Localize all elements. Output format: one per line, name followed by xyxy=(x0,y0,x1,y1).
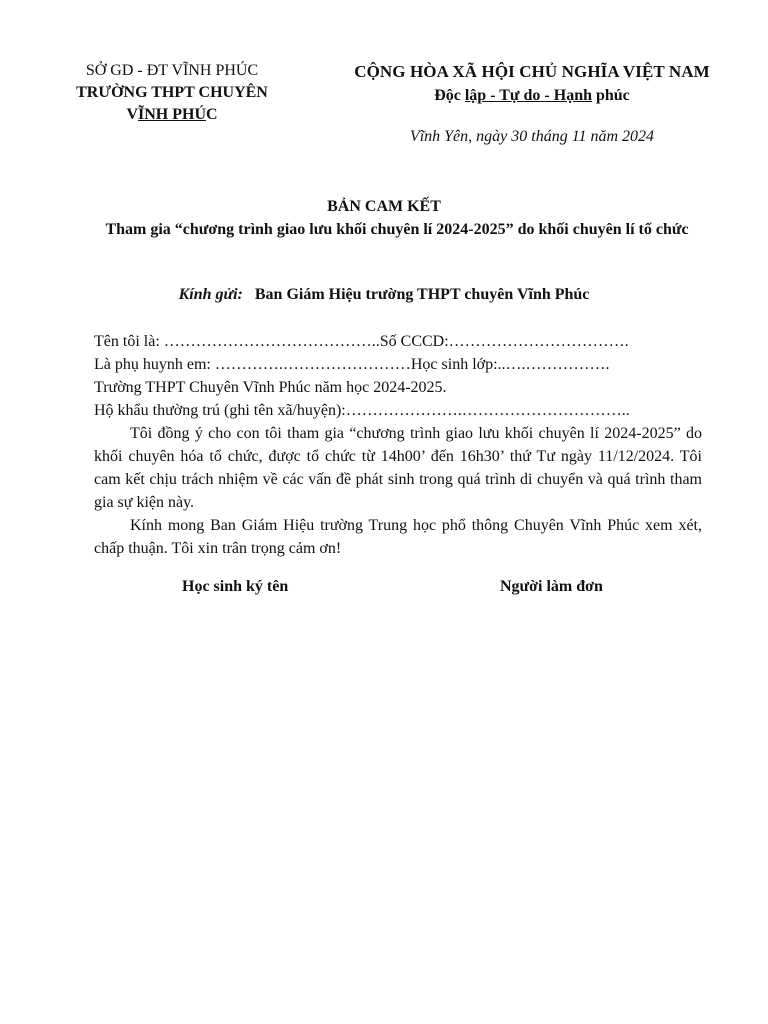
issuer-header xyxy=(52,60,292,126)
document-title: BẢN CAM KẾT xyxy=(327,198,441,215)
motto-prefix: Độc xyxy=(434,87,465,104)
closing-paragraph: Kính mong Ban Giám Hiệu trường Trung học phổ thông Chuyên Vĩnh Phúc xem xét, chấp thuận. Tôi xin trân trọng cảm ơn! xyxy=(94,517,702,557)
document-subtitle: Tham gia “chương trình giao lưu khối chuyên lí 2024-2025” do khối chuyên lí tổ chức xyxy=(105,221,689,238)
form-line-school: Trường THPT Chuyên Vĩnh Phúc năm học 2024-2025. xyxy=(94,379,447,396)
consent-paragraph: Tôi đồng ý cho con tôi tham gia “chương trình giao lưu khối chuyên lí 2024-2025” do khối chuyên hóa tổ chức, được tổ chức từ 14h00’ đến 16h30’ thứ Tư ngày 11/12/2024. Tôi cam kết chịu trách nhiệm về các vấn đề phát sinh trong quá trình di chuyển và quá trình tham gia sự kiện này. xyxy=(94,425,702,511)
school-name-suffix: C xyxy=(206,106,218,123)
recipient-name: Ban Giám Hiệu trường THPT chuyên Vĩnh Phúc xyxy=(254,286,590,303)
recipient-line xyxy=(68,286,700,304)
form-line-name: Tên tôi là: …………………………………..Số CCCD:……………………………. xyxy=(94,333,629,350)
form-line-parent: Là phụ huynh em: ………….……………………Học sinh lớp:..….……………. xyxy=(94,356,610,373)
document-body xyxy=(94,330,702,560)
applicant-signature-label: Người làm đơn xyxy=(500,578,603,595)
date-line: Vĩnh Yên, ngày 30 tháng 11 năm 2024 xyxy=(409,128,655,145)
school-name-underlined: ĨNH PHÚ xyxy=(138,106,206,123)
student-signature-label: Học sinh ký tên xyxy=(182,578,289,595)
school-name-line1: TRƯỜNG THPT CHUYÊN xyxy=(76,84,268,101)
department-name: SỞ GD - ĐT VĨNH PHÚC xyxy=(85,62,259,79)
school-name-prefix: V xyxy=(126,106,138,123)
recipient-label: Kính gửi: xyxy=(178,286,243,303)
national-motto xyxy=(322,84,742,108)
form-line-residence: Hộ khẩu thường trú (ghi tên xã/huyện):………………….………………………….. xyxy=(94,402,630,419)
motto-underlined: lập - Tự do - Hạnh xyxy=(464,87,592,104)
national-title: CỘNG HÒA XÃ HỘI CHỦ NGHĨA VIỆT NAM xyxy=(354,62,710,81)
motto-suffix: phúc xyxy=(591,87,630,104)
school-name-line2 xyxy=(52,104,292,126)
national-header xyxy=(322,60,742,108)
